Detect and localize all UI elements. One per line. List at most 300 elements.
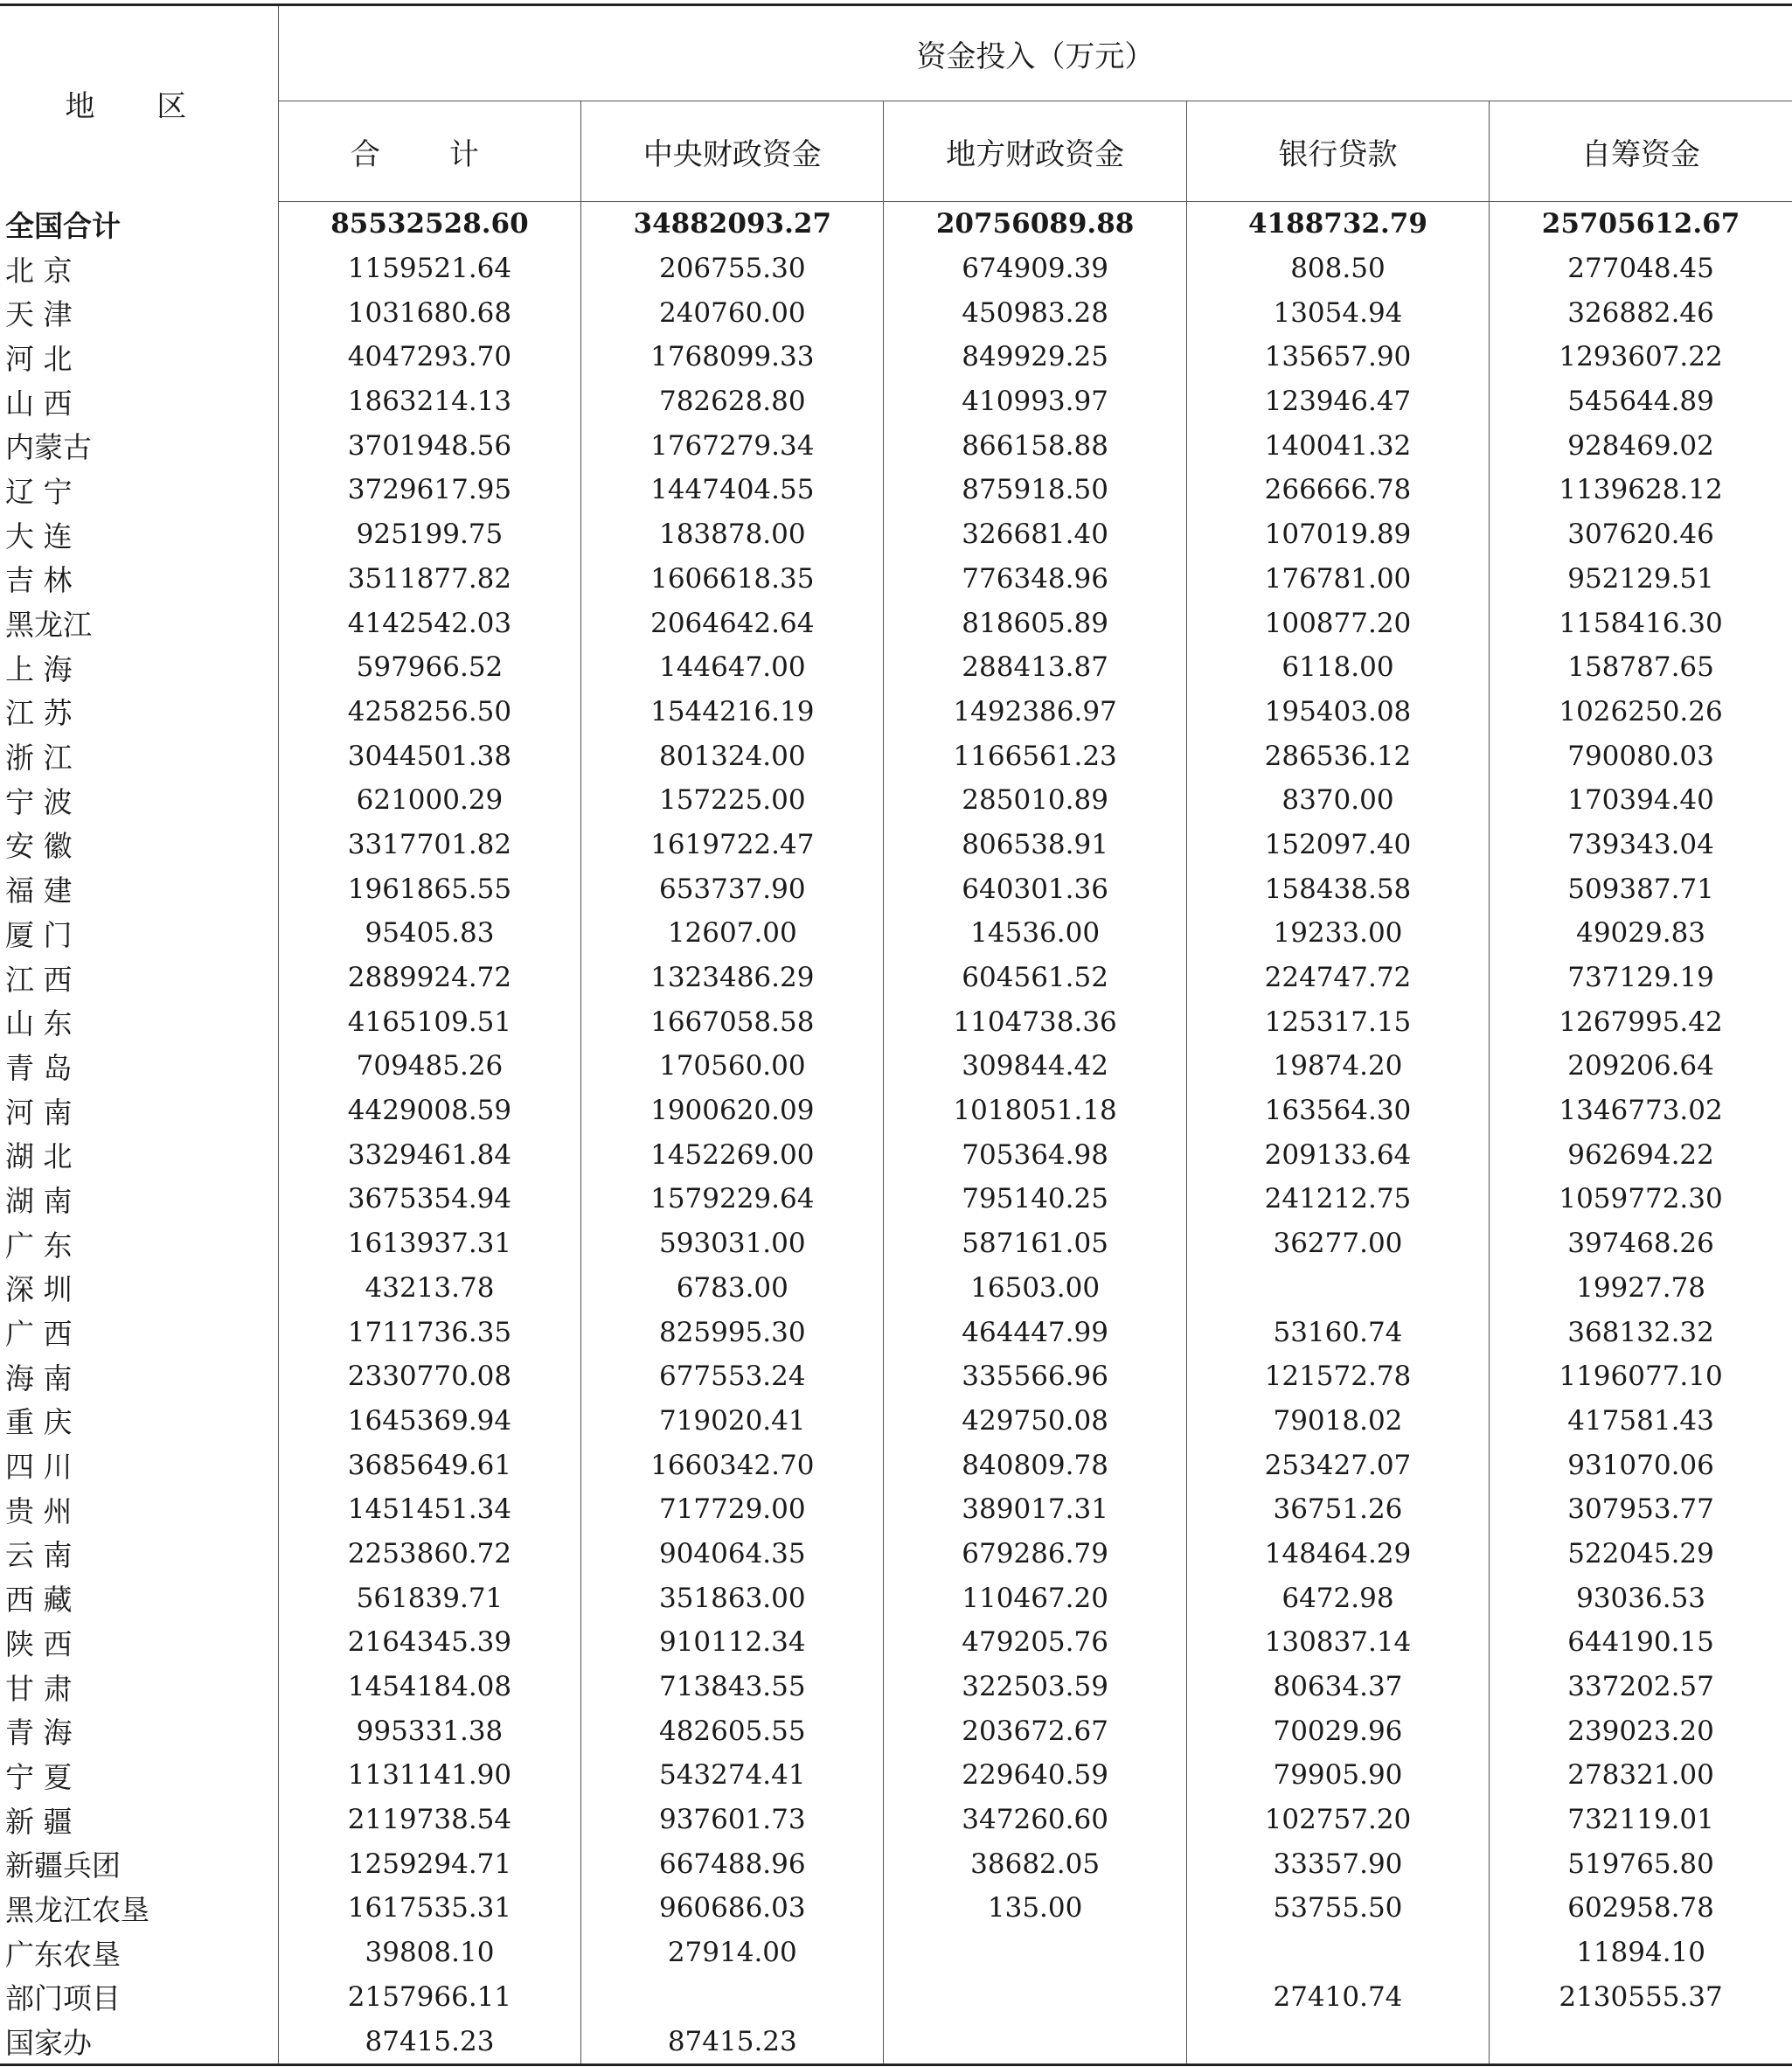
bank-loan-cell: 36751.26 [1186, 1487, 1489, 1532]
local-fiscal-cell: 674909.39 [884, 247, 1186, 291]
central-fiscal-cell: 825995.30 [581, 1310, 884, 1354]
region-cell: 甘 肃 [0, 1665, 278, 1709]
bank-loan-cell: 102757.20 [1186, 1798, 1489, 1842]
region-cell: 厦 门 [0, 911, 278, 956]
table-row [0, 1310, 1792, 1354]
region-cell: 北 京 [0, 247, 278, 291]
self-raised-cell: 1267995.42 [1559, 1006, 1723, 1038]
local-fiscal-cell: 875918.50 [884, 468, 1186, 512]
bank-loan-cell: 176781.00 [1186, 557, 1489, 602]
self-raised-cell: 952129.51 [1567, 562, 1714, 595]
table-row [0, 645, 1792, 690]
table-row [0, 690, 1792, 734]
local-fiscal-cell: 479205.76 [884, 1620, 1186, 1665]
table-row [0, 1886, 1792, 1931]
self-raised-cell: 397468.26 [1567, 1228, 1714, 1260]
self-raised-cell: 1059772.30 [1559, 1183, 1723, 1215]
local-fiscal-cell: 840809.78 [884, 1443, 1186, 1487]
self-raised-cell: 644190.15 [1567, 1626, 1714, 1659]
central-fiscal-cell: 910112.34 [581, 1620, 884, 1665]
self-raised-cell: 519765.80 [1567, 1848, 1714, 1880]
total-cell: 3729617.95 [278, 468, 580, 512]
local-fiscal-cell: 285010.89 [884, 778, 1186, 823]
bank-loan-cell: 4188732.79 [1186, 202, 1489, 247]
bank-loan-cell: 253427.07 [1186, 1443, 1489, 1487]
central-fiscal-cell: 801324.00 [581, 734, 884, 778]
self-raised-cell: 337202.57 [1567, 1671, 1714, 1703]
total-cell: 4142542.03 [278, 601, 580, 645]
central-fiscal-cell: 677553.24 [581, 1354, 884, 1399]
total-cell: 39808.10 [278, 1931, 580, 1975]
total-cell: 925199.75 [278, 512, 580, 557]
bank-loan-cell: 266666.78 [1186, 468, 1489, 512]
region-cell: 广东农垦 [0, 1931, 278, 1975]
region-cell: 湖 北 [0, 1132, 278, 1177]
local-fiscal-cell: 640301.36 [884, 866, 1186, 911]
bank-loan-cell: 80634.37 [1186, 1665, 1489, 1709]
bank-loan-cell: 241212.75 [1186, 1177, 1489, 1221]
self-raised-cell: 158787.65 [1567, 651, 1714, 684]
central-fiscal-cell: 593031.00 [581, 1221, 884, 1266]
bank-loan-cell: 107019.89 [1186, 512, 1489, 557]
self-raised-cell: 278321.00 [1567, 1759, 1714, 1792]
region-cell: 上 海 [0, 645, 278, 690]
local-fiscal-cell: 135.00 [884, 1886, 1186, 1931]
self-raised-cell: 737129.19 [1567, 962, 1714, 994]
region-cell: 山 东 [0, 999, 278, 1044]
bank-loan-cell: 79905.90 [1186, 1753, 1489, 1798]
total-cell: 3701948.56 [278, 423, 580, 468]
total-cell: 3317701.82 [278, 823, 580, 867]
central-fiscal-cell: 1606618.35 [581, 557, 884, 602]
local-fiscal-cell: 335566.96 [884, 1354, 1186, 1399]
region-cell: 新疆兵团 [0, 1841, 278, 1886]
local-fiscal-cell: 20756089.88 [884, 202, 1186, 247]
central-fiscal-cell: 206755.30 [581, 247, 884, 291]
table-row [0, 1975, 1792, 2020]
region-cell: 河 南 [0, 1089, 278, 1133]
region-header: 地 区 [0, 5, 278, 202]
local-fiscal-cell: 464447.99 [884, 1310, 1186, 1354]
self-raised-cell: 739343.04 [1567, 828, 1714, 860]
table-row [0, 1177, 1792, 1221]
local-fiscal-cell: 450983.28 [884, 290, 1186, 335]
central-fiscal-cell: 12607.00 [581, 911, 884, 956]
region-cell: 国家办 [0, 2019, 278, 2064]
central-fiscal-cell: 960686.03 [581, 1886, 884, 1931]
table-row [0, 999, 1792, 1044]
region-cell: 湖 南 [0, 1177, 278, 1221]
bank-loan-cell: 286536.12 [1186, 734, 1489, 778]
table-row [0, 1709, 1792, 1753]
table-row [0, 379, 1792, 424]
total-cell: 2889924.72 [278, 956, 580, 1000]
bank-loan-cell: 125317.15 [1186, 999, 1489, 1044]
central-fiscal-cell: 87415.23 [581, 2019, 884, 2064]
region-cell: 大 连 [0, 512, 278, 557]
total-cell: 85532528.60 [278, 202, 580, 247]
central-fiscal-cell: 183878.00 [581, 512, 884, 557]
region-cell: 青 海 [0, 1709, 278, 1753]
self-raised-cell: 1196077.10 [1559, 1361, 1723, 1393]
local-fiscal-cell: 347260.60 [884, 1798, 1186, 1842]
table-row [0, 956, 1792, 1000]
self-raised-cell: 1293607.22 [1559, 341, 1723, 373]
local-fiscal-cell [884, 1975, 1186, 2020]
central-fiscal-cell: 6783.00 [581, 1266, 884, 1311]
region-cell: 浙 江 [0, 734, 278, 778]
local-fiscal-cell: 849929.25 [884, 335, 1186, 379]
region-cell: 贵 州 [0, 1487, 278, 1532]
local-fiscal-cell [884, 1931, 1186, 1975]
bank-loan-cell: 135657.90 [1186, 335, 1489, 379]
region-cell: 青 岛 [0, 1044, 278, 1089]
region-cell: 安 徽 [0, 823, 278, 867]
local-fiscal-cell: 110467.20 [884, 1576, 1186, 1620]
total-cell: 95405.83 [278, 911, 580, 956]
bank-loan-cell: 6118.00 [1186, 645, 1489, 690]
central-fiscal-cell: 1452269.00 [581, 1132, 884, 1177]
total-cell: 2330770.08 [278, 1354, 580, 1399]
table-row [0, 512, 1792, 557]
bank-loan-cell: 152097.40 [1186, 823, 1489, 867]
self-raised-cell: 732119.01 [1567, 1804, 1714, 1836]
local-fiscal-cell: 14536.00 [884, 911, 1186, 956]
local-fiscal-cell: 229640.59 [884, 1753, 1186, 1798]
table-row [0, 1044, 1792, 1089]
table-row [0, 823, 1792, 867]
central-fiscal-cell: 170560.00 [581, 1044, 884, 1089]
central-fiscal-cell: 144647.00 [581, 645, 884, 690]
central-fiscal-cell: 719020.41 [581, 1399, 884, 1444]
bank-loan-cell: 123946.47 [1186, 379, 1489, 424]
central-fiscal-header: 中央财政资金 [581, 101, 884, 202]
table-row [0, 1354, 1792, 1399]
bank-loan-cell: 8370.00 [1186, 778, 1489, 823]
table-row [0, 423, 1792, 468]
region-cell: 江 苏 [0, 690, 278, 734]
table-row [0, 1089, 1792, 1133]
local-fiscal-cell [884, 2019, 1186, 2064]
self-raised-cell: 509387.71 [1567, 873, 1714, 905]
table-row [0, 1221, 1792, 1266]
local-fiscal-cell: 429750.08 [884, 1399, 1186, 1444]
region-cell: 全国合计 [0, 202, 278, 247]
table-row [0, 247, 1792, 291]
region-cell: 西 藏 [0, 1576, 278, 1620]
region-cell: 吉 林 [0, 557, 278, 602]
table-row [0, 2019, 1792, 2064]
total-row [0, 202, 1792, 247]
self-raised-cell: 170394.40 [1567, 784, 1714, 817]
total-cell: 3329461.84 [278, 1132, 580, 1177]
self-raised-cell: 49029.83 [1576, 917, 1706, 950]
central-fiscal-cell: 937601.73 [581, 1798, 884, 1842]
bank-loan-cell: 53755.50 [1186, 1886, 1489, 1931]
region-cell: 云 南 [0, 1532, 278, 1576]
table-row [0, 1931, 1792, 1975]
bank-loan-cell: 121572.78 [1186, 1354, 1489, 1399]
self-raised-cell [1490, 2019, 1792, 2064]
central-fiscal-cell: 782628.80 [581, 379, 884, 424]
region-cell: 深 圳 [0, 1266, 278, 1311]
self-raised-cell: 368132.32 [1567, 1316, 1714, 1348]
self-raised-cell: 1346773.02 [1559, 1095, 1723, 1127]
table-row [0, 468, 1792, 512]
local-fiscal-cell: 806538.91 [884, 823, 1186, 867]
table-row [0, 1532, 1792, 1576]
table-row [0, 1798, 1792, 1842]
table-row [0, 1576, 1792, 1620]
region-cell: 山 西 [0, 379, 278, 424]
central-fiscal-cell: 1768099.33 [581, 335, 884, 379]
table-body [0, 202, 1792, 2065]
total-cell: 1031680.68 [278, 290, 580, 335]
local-fiscal-cell: 1104738.36 [884, 999, 1186, 1044]
total-cell: 1259294.71 [278, 1841, 580, 1886]
table-row [0, 335, 1792, 379]
table-row [0, 734, 1792, 778]
self-raised-cell: 1158416.30 [1559, 607, 1723, 639]
bank-loan-cell: 79018.02 [1186, 1399, 1489, 1444]
total-cell: 1454184.08 [278, 1665, 580, 1709]
region-cell: 黑龙江 [0, 601, 278, 645]
bank-loan-cell [1186, 1931, 1489, 1975]
local-fiscal-cell: 604561.52 [884, 956, 1186, 1000]
total-cell: 1961865.55 [278, 866, 580, 911]
local-fiscal-cell: 288413.87 [884, 645, 1186, 690]
self-raised-cell: 326882.46 [1567, 296, 1714, 329]
central-fiscal-cell: 717729.00 [581, 1487, 884, 1532]
self-raised-cell: 307620.46 [1567, 518, 1714, 551]
local-fiscal-cell: 38682.05 [884, 1841, 1186, 1886]
total-cell: 43213.78 [278, 1266, 580, 1311]
local-fiscal-cell: 203672.67 [884, 1709, 1186, 1753]
total-cell: 561839.71 [278, 1576, 580, 1620]
self-raised-cell: 239023.20 [1567, 1715, 1714, 1747]
self-raised-cell: 522045.29 [1567, 1537, 1714, 1569]
bank-loan-cell: 33357.90 [1186, 1841, 1489, 1886]
bank-loan-cell: 130837.14 [1186, 1620, 1489, 1665]
total-cell: 4047293.70 [278, 335, 580, 379]
total-cell: 3511877.82 [278, 557, 580, 602]
central-fiscal-cell: 34882093.27 [581, 202, 884, 247]
central-fiscal-cell: 1579229.64 [581, 1177, 884, 1221]
table-row [0, 778, 1792, 823]
bank-loan-cell [1186, 1266, 1489, 1311]
self-raised-cell: 25705612.67 [1541, 208, 1740, 240]
region-cell: 广 东 [0, 1221, 278, 1266]
local-fiscal-cell: 410993.97 [884, 379, 1186, 424]
self-raised-cell: 11894.10 [1576, 1937, 1706, 1969]
total-cell: 4258256.50 [278, 690, 580, 734]
self-raised-cell: 602958.78 [1567, 1892, 1714, 1924]
local-fiscal-cell: 866158.88 [884, 423, 1186, 468]
central-fiscal-cell: 1767279.34 [581, 423, 884, 468]
central-fiscal-cell [581, 1975, 884, 2020]
table-row [0, 290, 1792, 335]
local-fiscal-cell: 322503.59 [884, 1665, 1186, 1709]
self-raised-cell: 277048.45 [1567, 253, 1714, 285]
self-raised-cell: 962694.22 [1567, 1138, 1714, 1171]
central-fiscal-cell: 1323486.29 [581, 956, 884, 1000]
local-fiscal-header: 地方财政资金 [884, 101, 1186, 202]
bank-loan-cell: 100877.20 [1186, 601, 1489, 645]
region-cell: 福 建 [0, 866, 278, 911]
region-cell: 海 南 [0, 1354, 278, 1399]
table-row [0, 1753, 1792, 1798]
table-row [0, 1132, 1792, 1177]
total-cell: 597966.52 [278, 645, 580, 690]
bank-loan-header: 银行贷款 [1186, 101, 1489, 202]
total-cell: 87415.23 [278, 2019, 580, 2064]
region-cell: 陕 西 [0, 1620, 278, 1665]
total-cell: 1863214.13 [278, 379, 580, 424]
table-row [0, 557, 1792, 602]
central-fiscal-cell: 240760.00 [581, 290, 884, 335]
total-cell: 1131141.90 [278, 1753, 580, 1798]
total-cell: 2119738.54 [278, 1798, 580, 1842]
table-row [0, 1443, 1792, 1487]
table-row [0, 1620, 1792, 1665]
self-raised-cell: 2130555.37 [1559, 1980, 1723, 2013]
local-fiscal-cell: 587161.05 [884, 1221, 1186, 1266]
bank-loan-cell: 70029.96 [1186, 1709, 1489, 1753]
bank-loan-cell: 36277.00 [1186, 1221, 1489, 1266]
total-cell: 1711736.35 [278, 1310, 580, 1354]
self-raised-cell: 1139628.12 [1559, 474, 1723, 506]
bank-loan-cell: 53160.74 [1186, 1310, 1489, 1354]
self-raised-cell: 307953.77 [1567, 1493, 1714, 1526]
total-cell: 709485.26 [278, 1044, 580, 1089]
local-fiscal-cell: 795140.25 [884, 1177, 1186, 1221]
region-cell: 河 北 [0, 335, 278, 379]
self-raised-cell: 545644.89 [1567, 386, 1714, 418]
table-row [0, 1487, 1792, 1532]
self-raised-cell: 928469.02 [1567, 429, 1714, 462]
table-row [0, 1665, 1792, 1709]
table-row [0, 866, 1792, 911]
region-cell: 黑龙江农垦 [0, 1886, 278, 1931]
table-row [0, 911, 1792, 956]
self-raised-header: 自筹资金 [1490, 101, 1792, 202]
central-fiscal-cell: 1544216.19 [581, 690, 884, 734]
total-cell: 4165109.51 [278, 999, 580, 1044]
region-cell: 部门项目 [0, 1975, 278, 2020]
total-cell: 621000.29 [278, 778, 580, 823]
local-fiscal-cell: 389017.31 [884, 1487, 1186, 1532]
total-cell: 1613937.31 [278, 1221, 580, 1266]
total-cell: 995331.38 [278, 1709, 580, 1753]
central-fiscal-cell: 653737.90 [581, 866, 884, 911]
total-cell: 2164345.39 [278, 1620, 580, 1665]
total-cell: 1645369.94 [278, 1399, 580, 1444]
total-cell: 3685649.61 [278, 1443, 580, 1487]
table-header [0, 5, 1792, 202]
central-fiscal-cell: 713843.55 [581, 1665, 884, 1709]
central-fiscal-cell: 157225.00 [581, 778, 884, 823]
bank-loan-cell: 163564.30 [1186, 1089, 1489, 1133]
local-fiscal-cell: 679286.79 [884, 1532, 1186, 1576]
table-row [0, 1266, 1792, 1311]
central-fiscal-cell: 1619722.47 [581, 823, 884, 867]
total-cell: 2157966.11 [278, 1975, 580, 2020]
self-raised-cell: 19927.78 [1576, 1271, 1706, 1304]
table-row [0, 1841, 1792, 1886]
central-fiscal-cell: 1667058.58 [581, 999, 884, 1044]
bank-loan-cell [1186, 2019, 1489, 2064]
local-fiscal-cell: 776348.96 [884, 557, 1186, 602]
central-fiscal-cell: 904064.35 [581, 1532, 884, 1576]
total-cell: 3675354.94 [278, 1177, 580, 1221]
central-fiscal-cell: 2064642.64 [581, 601, 884, 645]
total-cell: 1159521.64 [278, 247, 580, 291]
local-fiscal-cell: 1492386.97 [884, 690, 1186, 734]
local-fiscal-cell: 818605.89 [884, 601, 1186, 645]
local-fiscal-cell: 1166561.23 [884, 734, 1186, 778]
bank-loan-cell: 808.50 [1186, 247, 1489, 291]
region-cell: 重 庆 [0, 1399, 278, 1444]
bank-loan-cell: 148464.29 [1186, 1532, 1489, 1576]
region-cell: 天 津 [0, 290, 278, 335]
bank-loan-cell: 19233.00 [1186, 911, 1489, 956]
local-fiscal-cell: 326681.40 [884, 512, 1186, 557]
local-fiscal-cell: 16503.00 [884, 1266, 1186, 1311]
total-cell: 4429008.59 [278, 1089, 580, 1133]
self-raised-cell: 209206.64 [1567, 1050, 1714, 1082]
local-fiscal-cell: 1018051.18 [884, 1089, 1186, 1133]
table-row [0, 601, 1792, 645]
total-header: 合 计 [278, 101, 580, 202]
central-fiscal-cell: 1660342.70 [581, 1443, 884, 1487]
region-cell: 宁 波 [0, 778, 278, 823]
self-raised-cell: 931070.06 [1567, 1449, 1714, 1481]
region-cell: 四 川 [0, 1443, 278, 1487]
local-fiscal-cell: 309844.42 [884, 1044, 1186, 1089]
region-cell: 广 西 [0, 1310, 278, 1354]
region-cell: 宁 夏 [0, 1753, 278, 1798]
central-fiscal-cell: 27914.00 [581, 1931, 884, 1975]
central-fiscal-cell: 1447404.55 [581, 468, 884, 512]
bank-loan-cell: 140041.32 [1186, 423, 1489, 468]
region-cell: 新 疆 [0, 1798, 278, 1842]
local-fiscal-cell: 705364.98 [884, 1132, 1186, 1177]
bank-loan-cell: 6472.98 [1186, 1576, 1489, 1620]
bank-loan-cell: 224747.72 [1186, 956, 1489, 1000]
central-fiscal-cell: 482605.55 [581, 1709, 884, 1753]
central-fiscal-cell: 351863.00 [581, 1576, 884, 1620]
investment-table [0, 3, 1792, 2066]
central-fiscal-cell: 543274.41 [581, 1753, 884, 1798]
total-cell: 2253860.72 [278, 1532, 580, 1576]
table-row [0, 1399, 1792, 1444]
self-raised-cell: 417581.43 [1567, 1404, 1714, 1437]
bank-loan-cell: 19874.20 [1186, 1044, 1489, 1089]
self-raised-cell: 93036.53 [1576, 1582, 1706, 1614]
region-cell: 江 西 [0, 956, 278, 1000]
self-raised-cell: 790080.03 [1567, 740, 1714, 772]
bank-loan-cell: 13054.94 [1186, 290, 1489, 335]
total-cell: 1451451.34 [278, 1487, 580, 1532]
funds-header: 资金投入（万元） [278, 5, 1792, 101]
region-cell: 内蒙古 [0, 423, 278, 468]
region-cell: 辽 宁 [0, 468, 278, 512]
central-fiscal-cell: 1900620.09 [581, 1089, 884, 1133]
bank-loan-cell: 27410.74 [1186, 1975, 1489, 2020]
bank-loan-cell: 195403.08 [1186, 690, 1489, 734]
total-cell: 1617535.31 [278, 1886, 580, 1931]
self-raised-cell: 1026250.26 [1559, 695, 1723, 727]
